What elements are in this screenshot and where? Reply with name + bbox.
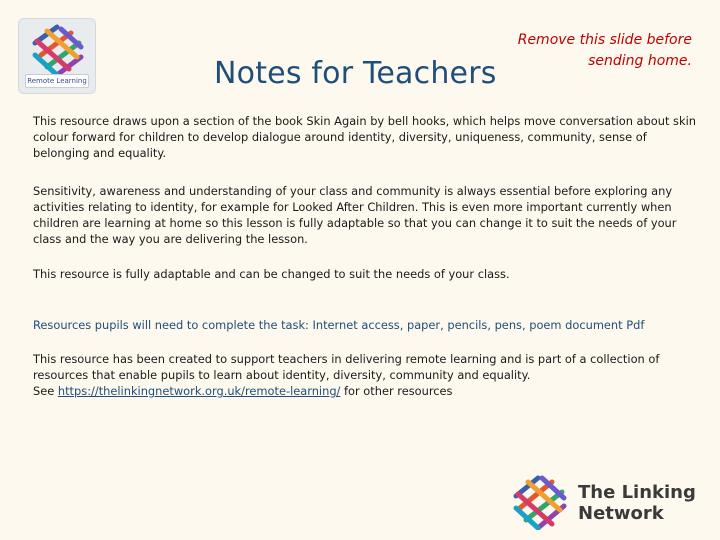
linking-network-logo	[508, 474, 708, 530]
see-text: See	[33, 384, 55, 398]
paragraph-adaptable: This resource is fully adaptable and can be changed to suit the needs of your class.	[33, 267, 510, 281]
page-title: Notes for Teachers	[214, 56, 497, 91]
logo-line-1: The Linking	[578, 482, 696, 503]
remote-learning-link[interactable]: https://thelinkingnetwork.org.uk/remote-learning/	[57, 384, 341, 398]
logo-line-2: Network	[578, 503, 664, 524]
remove-note-line-2: sending home.	[588, 53, 692, 69]
paragraph-collection	[33, 351, 697, 399]
remove-note-line-1: Remove this slide before	[517, 32, 692, 48]
remote-learning-badge	[18, 18, 96, 94]
paragraph-sensitivity: Sensitivity, awareness and understanding of your class and community is always essential before exploring any activities relating to identity, for example for Looked After Children. This is even more important currently when children are learning at home so this lesson is fully adaptable so that you can change it to suit the needs of your class and the way you are delivering the lesson.	[33, 184, 677, 246]
paragraph-intro: This resource draws upon a section of the book Skin Again by bell hooks, which helps move conversation about skin colour forward for children to develop dialogue around identity, diversity, uniqueness, community, sense of belonging and equality.	[33, 114, 696, 160]
badge-label: Remote Learning	[25, 74, 89, 88]
woven-lattice-icon	[27, 23, 87, 79]
linking-network-lattice-icon	[510, 474, 568, 530]
collection-text: This resource has been created to support teachers in delivering remote learning and is part of a collection of resources that enable pupils to learn about identity, diversity, community and equality.	[33, 352, 660, 382]
other-resources-text: for other resources	[344, 384, 453, 398]
paragraph-resources: Resources pupils will need to complete the task: Internet access, paper, pencils, pens, poem document Pdf	[33, 318, 645, 332]
remove-slide-note	[492, 30, 692, 72]
logo-wordmark	[578, 482, 696, 524]
